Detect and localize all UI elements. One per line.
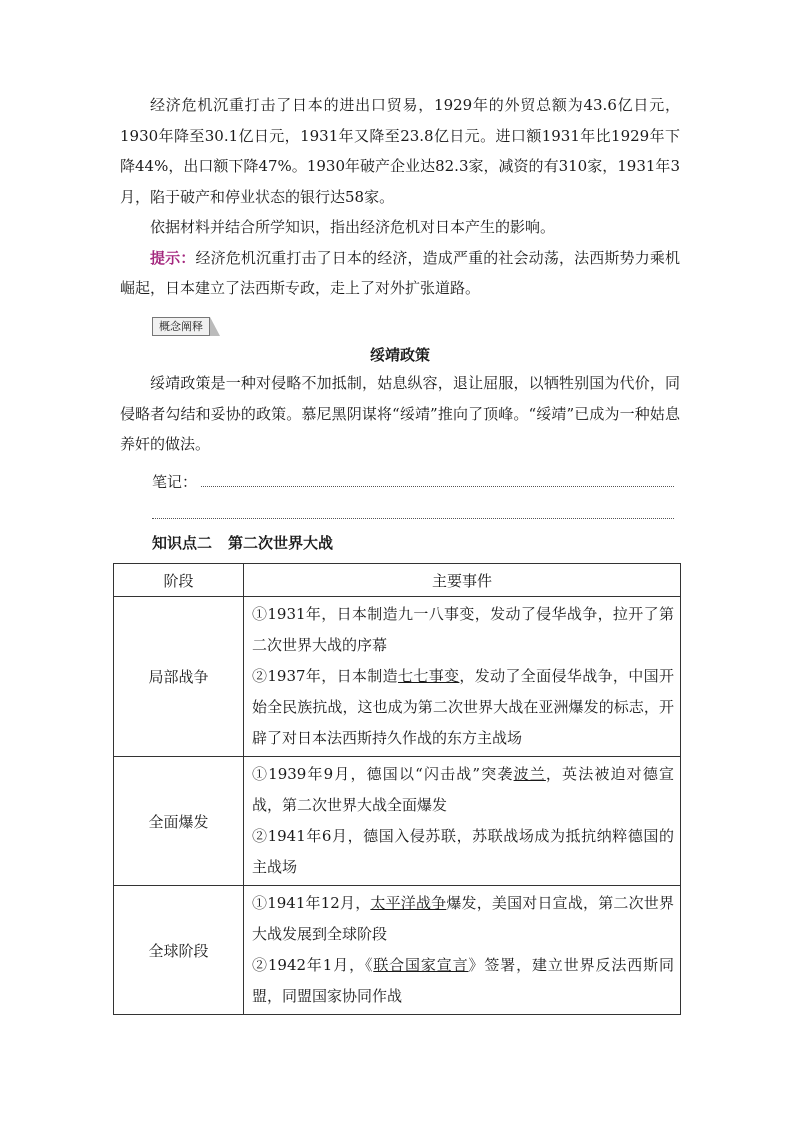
stage-cell: 全面爆发 [114, 757, 244, 886]
notes-line-1[interactable] [201, 485, 674, 487]
ww2-events-table [113, 563, 681, 1015]
hint-paragraph [120, 243, 680, 304]
intro-paragraph: 经济危机沉重打击了日本的进出口贸易，1929年的外贸总额为43.6亿日元，1930年降至30.1亿日元，1931年又降至23.8亿日元。进口额1931年比1929年下降44%，出口额下降47%。1930年破产企业达82.3家，减资的有310家，1931年3月，陷于破产和停业状态的银行达58家。 [120, 96, 680, 206]
concept-title: 绥靖政策 [369, 346, 430, 364]
table-row [114, 757, 681, 886]
section-title: 第二次世界大战 [228, 534, 334, 552]
table-row [114, 886, 681, 1015]
event-item: ①1941年12月，太平洋战争爆发，美国对日宣战，第二次世界大战发展到全球阶段 [252, 894, 674, 943]
events-cell [244, 597, 681, 757]
hint-text: 经济危机沉重打击了日本的经济，造成严重的社会动荡，法西斯势力乘机崛起，日本建立了法西斯专政，走上了对外扩张道路。 [120, 248, 680, 297]
notes-label: 笔记： [152, 473, 198, 491]
question-paragraph: 依据材料并结合所学知识，指出经济危机对日本产生的影响。 [150, 218, 556, 236]
concept-tag: 概念阐释 [152, 317, 210, 336]
section-heading [152, 532, 349, 553]
concept-section [120, 368, 680, 460]
event-item: ①1931年，日本制造九一八事变，发动了侵华战争，拉开了第二次世界大战的序幕 [252, 605, 674, 654]
underlined-term: 七七事变 [398, 667, 460, 685]
notes-line-2[interactable] [152, 518, 674, 519]
table-row [114, 597, 681, 757]
event-item: ①1939年9月，德国以“闪击战”突袭波兰，英法被迫对德宣战，第二次世界大战全面爆发 [252, 765, 674, 814]
concept-text: 绥靖政策是一种对侵略不加抵制，姑息纵容，退让屈服，以牺牲别国为代价，同侵略者勾结和妥协的政策。慕尼黑阴谋将“绥靖”推向了顶峰。“绥靖”已成为一种姑息养奸的做法。 [120, 374, 680, 453]
underlined-term: 联合国家宣言 [373, 956, 469, 974]
event-item: ②1942年1月，《联合国家宣言》签署，建立世界反法西斯同盟，同盟国家协同作战 [252, 956, 674, 1005]
notes-row [152, 470, 674, 492]
section-number: 知识点二 [152, 534, 213, 552]
events-cell [244, 886, 681, 1015]
header-stage: 阶段 [114, 564, 244, 597]
stage-cell: 局部战争 [114, 597, 244, 757]
table-header-row [114, 564, 681, 597]
underlined-term: 太平洋战争 [370, 894, 447, 912]
hint-label: 提示： [150, 248, 196, 267]
underlined-term: 波兰 [513, 765, 546, 783]
stage-cell: 全球阶段 [114, 886, 244, 1015]
header-events: 主要事件 [244, 564, 681, 597]
event-item: ②1937年，日本制造七七事变，发动了全面侵华战争，中国开始全民族抗战，这也成为第二次世界大战在亚洲爆发的标志，开辟了对日本法西斯持久作战的东方主战场 [252, 667, 674, 747]
event-item: ②1941年6月，德国入侵苏联，苏联战场成为抵抗纳粹德国的主战场 [252, 827, 674, 876]
events-cell [244, 757, 681, 886]
intro-section [120, 90, 680, 304]
